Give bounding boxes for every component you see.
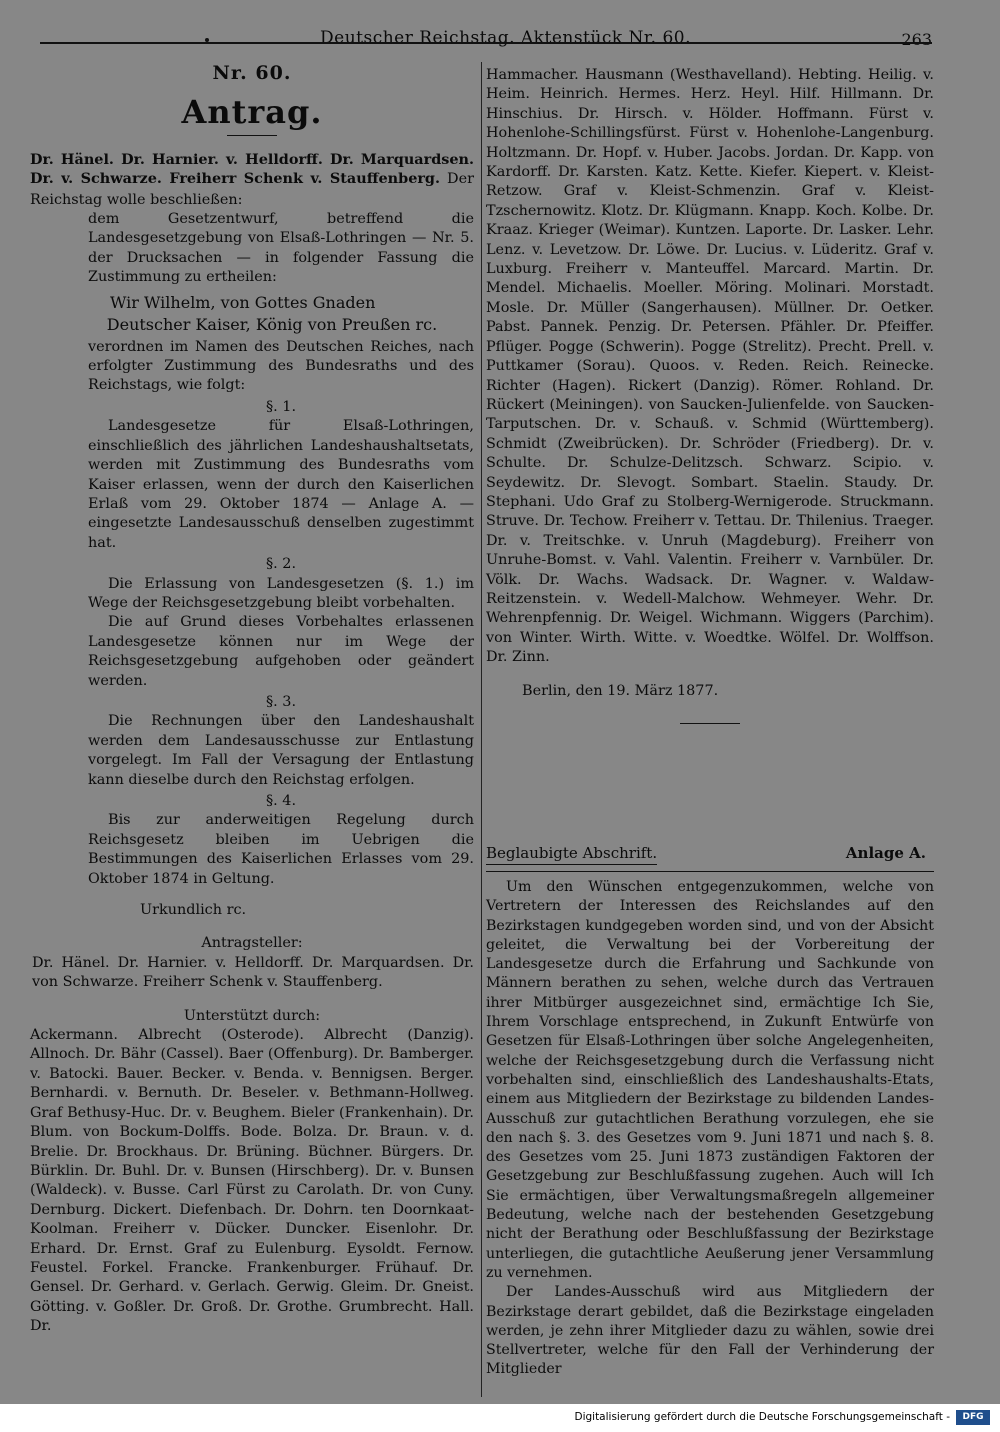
proposers-paragraph (30, 150, 474, 210)
preamble-line-2: Deutscher Kaiser, König von Preußen rc. (106, 314, 438, 334)
running-title: Deutscher Reichstag. Aktenstück Nr. 60. (320, 28, 692, 48)
supporters-heading: Unterstützt durch: (183, 1007, 321, 1024)
document-number: Nr. 60. (212, 62, 292, 84)
section-2-text-1: Die Erlassung von Landesgesetzen (§. 1.) im Wege der Reichsgesetzgebung bleibt vorbehalten. (88, 575, 474, 611)
annex-body (486, 878, 934, 1380)
running-header (30, 28, 932, 54)
section-4 (30, 792, 474, 889)
annex-header (486, 844, 926, 868)
annex-rule (486, 871, 934, 872)
applicants-heading: Antragsteller: (201, 935, 303, 952)
left-column (30, 60, 474, 1337)
footer-bar (0, 1404, 1000, 1432)
page-number: 263 (901, 30, 932, 49)
header-rule (40, 42, 932, 44)
enactment-clause: verordnen im Namen des Deutschen Reiches, nach erfolgter Zustimmung des Bundesraths und des Reichstags, wie folgt: (88, 338, 474, 394)
certified-copy-label: Beglaubigte Abschrift. (486, 844, 657, 865)
funding-credit: Digitalisierung gefördert durch die Deutsche Forschungsgemeinschaft - (574, 1411, 950, 1423)
section-1 (30, 398, 474, 553)
annex-paragraph-2: Der Landes-Ausschuß wird aus Mitgliedern der Bezirkstage derart gebildet, daß die Bezirkstage eingeladen werden, je zehn ihrer Mitglieder dazu zu wählen, sowie drei Stellvertreter, welche für den Fall der Verhinderung der Mitglieder (486, 1284, 934, 1378)
end-rule (680, 723, 740, 724)
supporters-list-continued: Hammacher. Hausmann (Westhavelland). Hebting. Heilig. v. Heim. Heinrich. Hermes. Herz. Heyl. Hilf. Hillmann. Dr. Hinschius. Dr. Hirsch. v. Hölder. Hoffmann. Fürst v. Hohenlohe-Schillingsfürst. Fürst v. Hohenlohe-Langenburg. Holtzmann. Dr. Hopf. v. Huber. Jacobs. Jordan. Dr. Kapp. von Kardorff. Dr. Karsten. Katz. Kette. Kiefer. Kiepert. v. Kleist-Retzow. Graf v. Kleist-Schmenzin. Graf v. Kleist-Tzschernowitz. Klotz. Dr. Klügmann. Knapp. Koch. Kolbe. Dr. Kraaz. Krieger (Weimar). Kuntzen. Laporte. Dr. Lasker. Lehr. Lenz. v. Levetzow. Dr. Löwe. Dr. Lucius. v. Lüderitz. Graf v. Luxburg. Freiherr v. Manteuffel. Marcard. Martin. Dr. Mendel. Michaelis. Moeller. Möring. Molinari. Morstadt. Mosle. Dr. Müller (Sangerhausen). Müllner. Dr. Oetker. Pabst. Pannek. Penzig. Dr. Petersen. Pfähler. Dr. Pfeiffer. Pflüger. Pogge (Schwerin). Pogge (Strelitz). Precht. Prell. v. Puttkamer (Sorau). Quoos. v. Reden. Reich. Reinecke. Richter (Hagen). Rickert (Danzig). Römer. Rohland. Dr. Rückert (Meiningen). von Saucken-Julienfelde. von Saucken-Tarputschen. Dr. v. Schauß. v. Schmid (Württemberg). Schmidt (Zweibrücken). Dr. Schröder (Friedberg). Dr. v. Schulte. Dr. Schulze-Delitzsch. Schwarz. Scipio. v. Seydewitz. Dr. Slevogt. Sombart. Staelin. Staudy. Dr. Stephani. Udo Graf zu Stolberg-Wernigerode. Struckmann. Struve. Dr. Techow. Freiherr v. Tettau. Dr. Thilenius. Traeger. Dr. v. Treitschke. v. Unruh (Magdeburg). Freiherr von Unruhe-Bomst. v. Vahl. Valentin. Freiherr v. Varnbüler. Dr. Völk. Dr. Wachs. Wadsack. Dr. Wagner. v. Waldaw-Reitzenstein. v. Wedell-Malchow. Wehmeyer. Wehr. Dr. Wehrenpfennig. Dr. Weigel. Wichmann. Wiggers (Parchim). von Winter. Wirth. Witte. v. Woedtke. Wölfel. Dr. Wolffson. Dr. Zinn. (486, 67, 934, 666)
section-1-text: Landesgesetze für Elsaß-Lothringen, einschließlich des jährlichen Landeshaushaltsetats, werden mit Zustimmung des Bundesraths vom Kaiser erlassen, wenn der durch den Kaiserlichen Erlaß vom 29. Oktober 1874 — Anlage A. — eingesetzte Landesausschuß denselben zugestimmt hat. (88, 418, 474, 551)
right-column (486, 66, 934, 724)
document-type-heading: Antrag. (181, 93, 323, 132)
supporters-list: Ackermann. Albrecht (Osterode). Albrecht (Danzig). Allnoch. Dr. Bähr (Cassel). Baer (Offenburg). Dr. Bamberger. v. Batocki. Bauer. Becker. v. Benda. v. Bennigsen. Berger. Bernhardi. v. Bernuth. Dr. Beseler. v. Bethmann-Hollweg. Graf Bethusy-Huc. Dr. v. Beughem. Bieler (Frankenhain). Dr. Blum. von Bockum-Dolffs. Bode. Bolza. Dr. Braun. v. d. Brelie. Dr. Brockhaus. Dr. Brüning. Büchner. Bürgers. Dr. Bürklin. Dr. Buhl. Dr. v. Bunsen (Hirschberg). Dr. v. Bunsen (Waldeck). v. Busse. Carl Fürst zu Carolath. Dr. von Cuny. Dernburg. Dickert. Diefenbach. Dr. Dohrn. ten Doornkaat-Koolman. Freiherr v. Dücker. Duncker. Eisenlohr. Dr. Erhard. Dr. Ernst. Graf zu Eulenburg. Eysoldt. Fernow. Feustel. Forkel. Francke. Frankenburger. Frühauf. Dr. Gensel. Dr. Gerhard. v. Gerlach. Gerwig. Gleim. Dr. Gneist. Götting. v. Goßler. Dr. Groß. Dr. Grothe. Grumbrecht. Hall. Dr. (30, 1027, 474, 1335)
column-separator (481, 62, 482, 1397)
section-3-mark: §. 3. (265, 693, 297, 710)
section-3-text: Die Rechnungen über den Landeshaushalt werden dem Landesausschusse zur Entlastung vorgelegt. Im Fall der Versagung der Entlastung kann dieselbe durch den Reichstag erfolgen. (88, 713, 474, 788)
section-1-mark: §. 1. (265, 398, 297, 415)
heading-rule (227, 135, 277, 136)
date-line: Berlin, den 19. März 1877. (522, 682, 719, 699)
closing-formula: Urkundlich rc. (140, 902, 247, 919)
dfg-logo: DFG (956, 1410, 990, 1425)
section-2-mark: §. 2. (265, 556, 297, 573)
proposers-names: Dr. Hänel. Dr. Harnier. v. Helldorff. Dr. Marquardsen. Dr. v. Schwarze. Freiherr Schenk v. Stauffenberg. (30, 150, 474, 188)
annex-paragraph-1: Um den Wünschen entgegenzukommen, welche von Vertretern der Interessen des Reichslandes auf den Bezirkstagen kundgegeben worden sind, und von der Absicht geleitet, die Verwaltung bei der Vorbereitung der Landesgesetze durch die Erfahrung und Sachkunde von Männern berathen zu sehen, welche durch das Vertrauen ihrer Mitbürger ausgezeichnet sind, ermächtige Ich Sie, Ihrem Vorschlage entsprechend, in Zukunft Entwürfe von Gesetzen für Elsaß-Lothringen über solche Angelegenheiten, welche der Reichsgesetzgebung durch die Verfassung nicht vorbehalten sind, einschließlich des Landeshaushalts-Etats, einem aus Mitgliedern der Bezirkstage zu bildenden Landes-Ausschuß zur gutachtlichen Berathung vorzulegen, ehe sie den nach §. 3. des Gesetzes vom 9. Juni 1871 und nach §. 8. des Gesetzes vom 25. Juni 1873 zuständigen Faktoren der Gesetzgebung zur Beschlußfassung zugehen. Auch will Ich Sie ermächtigen, über Verwaltungsmaßregeln allgemeiner Bedeutung, welche nach der bestehenden Gesetzgebung nicht der Berathung oder Beschlußfassung der Bezirkstage unterliegen, die gutachtliche Aeußerung jener Versammlung zu vernehmen. (486, 879, 934, 1281)
section-4-text: Bis zur anderweitigen Regelung durch Reichsgesetz bleiben im Uebrigen die Bestimmungen des Kaiserlichen Erlasses vom 29. Oktober 1874 in Geltung. (88, 812, 474, 887)
section-2-text-2: Die auf Grund dieses Vorbehaltes erlassenen Landesgesetze können nur im Wege der Reichsgesetzgebung aufgehoben oder geändert werden. (88, 614, 474, 689)
resolution-intro: Der Reichstag wolle beschließen: (30, 171, 474, 208)
consent-paragraph: dem Gesetzentwurf, betreffend die Landesgesetzgebung von Elsaß-Lothringen — Nr. 5. der Drucksachen — in folgender Fassung die Zustimmung zu ertheilen: (88, 211, 474, 286)
section-4-mark: §. 4. (265, 793, 297, 809)
preamble-line-1: Wir Wilhelm, von Gottes Gnaden (110, 292, 376, 312)
section-3 (30, 693, 474, 790)
applicants-list: Dr. Hänel. Dr. Harnier. v. Helldorff. Dr. Marquardsen. Dr. von Schwarze. Freiherr Schenk v. Stauffenberg. (32, 954, 474, 991)
section-2 (30, 555, 474, 691)
annex-label: Anlage A. (845, 844, 926, 862)
